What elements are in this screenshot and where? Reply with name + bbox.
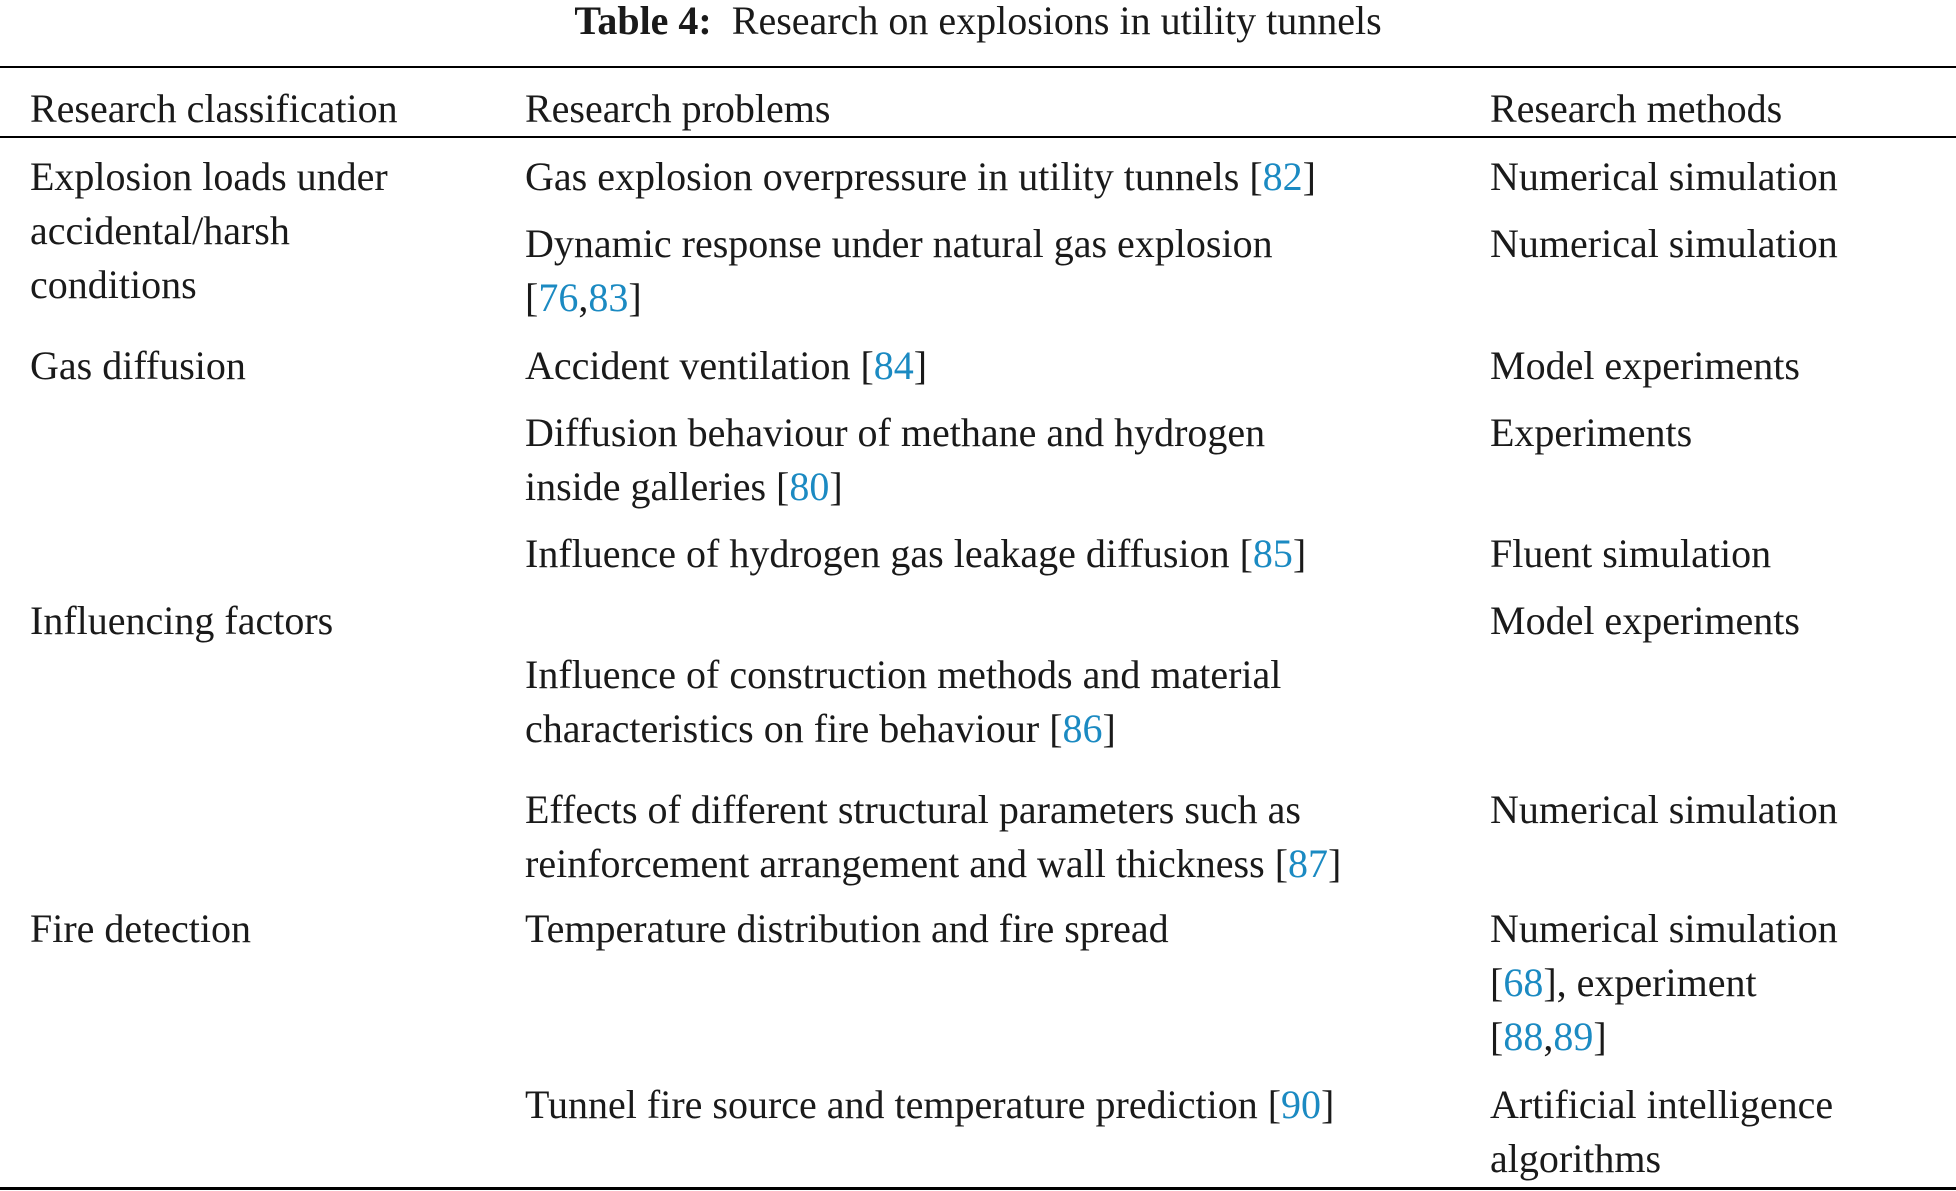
classification-influencing-factors: Influencing factors	[30, 598, 334, 643]
header-classification: Research classification	[30, 86, 398, 131]
top-rule	[0, 66, 1956, 68]
problem-construction-methods-l2: characteristics on fire behaviour [86]	[525, 706, 1116, 751]
method-row9-l1: Artificial intelligence	[1490, 1082, 1834, 1127]
classification-fire-detection: Fire detection	[30, 906, 252, 951]
citation-link[interactable]: 88	[1503, 1014, 1544, 1059]
citation-link[interactable]: 89	[1553, 1014, 1594, 1059]
citation-link[interactable]: 83	[588, 275, 629, 320]
problem-structural-parameters-l2: reinforcement arrangement and wall thickness [87]	[525, 841, 1342, 886]
classification-gas-diffusion: Gas diffusion	[30, 343, 246, 388]
citation-link[interactable]: 76	[538, 275, 579, 320]
citation-link[interactable]: 87	[1288, 841, 1329, 886]
problem-dynamic-response-l2: [76,83]	[525, 275, 642, 320]
classification-explosion-loads-l1: Explosion loads under	[30, 154, 388, 199]
problem-fire-source-prediction: Tunnel fire source and temperature prediction [90]	[525, 1082, 1335, 1127]
method-row7: Numerical simulation	[1490, 787, 1838, 832]
table-title: Research on explosions in utility tunnels	[731, 0, 1382, 43]
method-row5: Fluent simulation	[1490, 531, 1772, 576]
method-row8-l2: [68], experiment	[1490, 960, 1757, 1005]
citation-link[interactable]: 86	[1062, 706, 1103, 751]
method-row6: Model experiments	[1490, 598, 1800, 643]
table-label: Table 4:	[574, 0, 712, 43]
citation-link[interactable]: 68	[1503, 960, 1544, 1005]
classification-explosion-loads-l2: accidental/harsh	[30, 208, 290, 253]
method-row2: Numerical simulation	[1490, 221, 1838, 266]
method-row3: Model experiments	[1490, 343, 1800, 388]
problem-construction-methods-l1: Influence of construction methods and material	[525, 652, 1282, 697]
bottom-rule	[0, 1187, 1956, 1190]
method-row8-l3: [88,89]	[1490, 1014, 1607, 1059]
method-row9-l2: algorithms	[1490, 1136, 1662, 1181]
problem-dynamic-response-l1: Dynamic response under natural gas explosion	[525, 221, 1273, 266]
header-problems: Research problems	[525, 86, 831, 131]
problem-structural-parameters-l1: Effects of different structural parameters such as	[525, 787, 1301, 832]
citation-link[interactable]: 85	[1252, 531, 1293, 576]
classification-explosion-loads-l3: conditions	[30, 262, 197, 307]
citation-link[interactable]: 80	[789, 464, 830, 509]
problem-gas-explosion-overpressure: Gas explosion overpressure in utility tunnels [82]	[525, 154, 1316, 199]
header-rule	[0, 136, 1956, 138]
citation-link[interactable]: 82	[1262, 154, 1303, 199]
problem-diffusion-behaviour-l1: Diffusion behaviour of methane and hydrogen	[525, 410, 1266, 455]
method-row8-l1: Numerical simulation	[1490, 906, 1838, 951]
method-row4: Experiments	[1490, 410, 1693, 455]
citation-link[interactable]: 90	[1281, 1082, 1322, 1127]
table-caption	[0, 0, 1956, 52]
problem-accident-ventilation: Accident ventilation [84]	[525, 343, 928, 388]
citation-link[interactable]: 84	[873, 343, 914, 388]
problem-temperature-distribution: Temperature distribution and fire spread	[525, 906, 1169, 951]
header-methods: Research methods	[1490, 86, 1783, 131]
method-row1: Numerical simulation	[1490, 154, 1838, 199]
problem-hydrogen-leakage: Influence of hydrogen gas leakage diffusion [85]	[525, 531, 1307, 576]
problem-diffusion-behaviour-l2: inside galleries [80]	[525, 464, 843, 509]
